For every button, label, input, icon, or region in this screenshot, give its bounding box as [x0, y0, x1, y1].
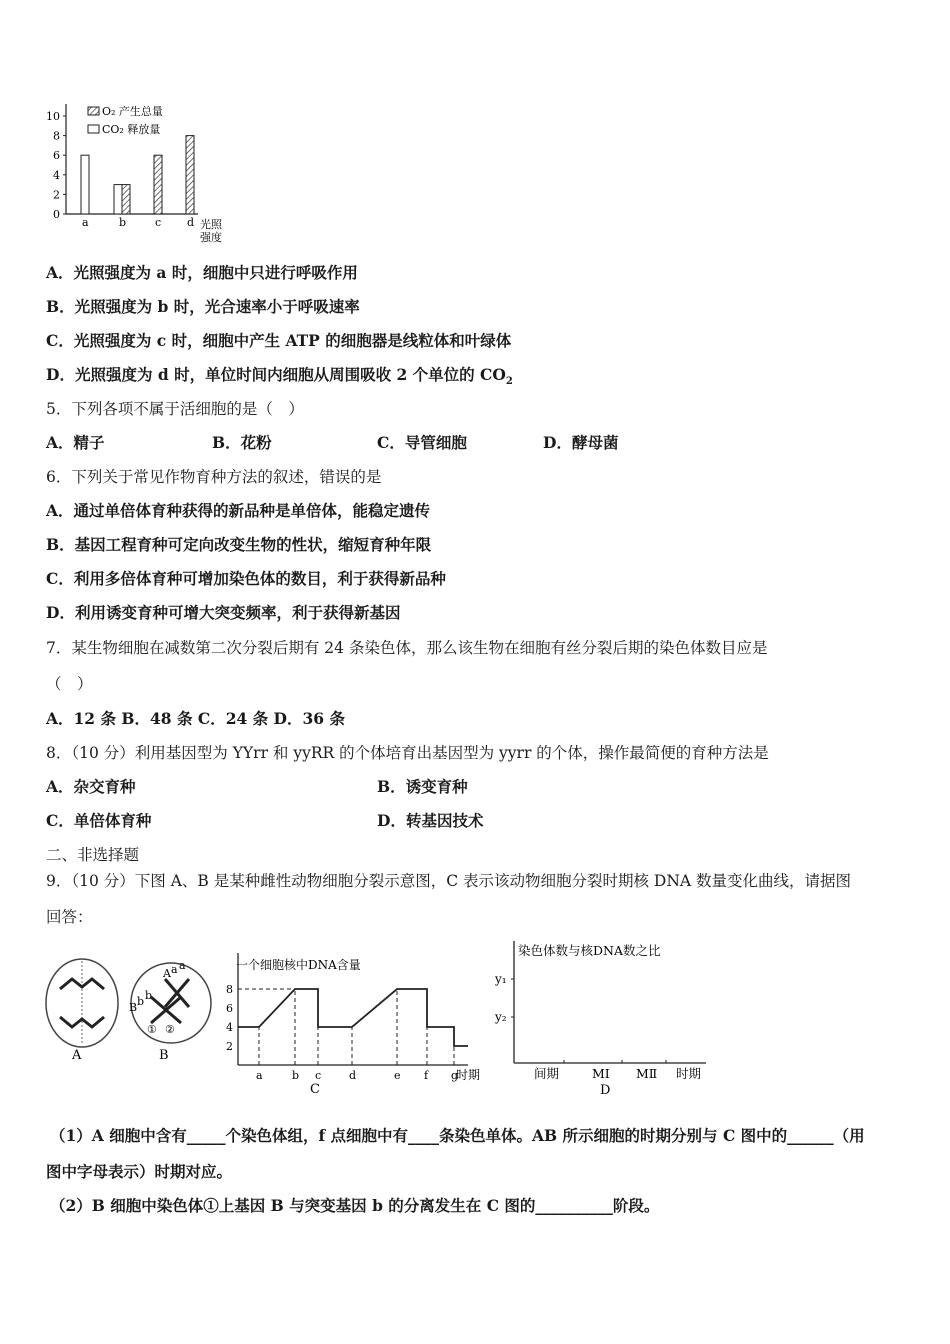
q5-option-a[interactable]: A．精子 — [46, 433, 105, 452]
q9-part1-line2: 图中字母表示）时期对应。 — [46, 1162, 233, 1181]
x-tick-label-d: d — [187, 216, 195, 229]
graph-d-y2: y₂ — [495, 1010, 507, 1024]
q6-option-b[interactable]: B．基因工程育种可定向改变生物的性状，缩短育种年限 — [46, 535, 432, 554]
graph-c-y-tick: 6 — [226, 1002, 233, 1015]
graph-c-plot — [226, 953, 468, 1082]
bar-chart — [40, 96, 240, 244]
q9-part2[interactable]: （2）B 细胞中染色体①上基因 B 与突变基因 b 的分离发生在 C 图的__________阶段。 — [50, 1196, 660, 1215]
cell-a-diagram — [42, 955, 122, 1065]
cell-b-diagram — [125, 955, 217, 1065]
q8-option-d[interactable]: D．转基因技术 — [377, 811, 484, 830]
cell-b-label: a — [179, 959, 186, 972]
q6-stem: 6．下列关于常见作物育种方法的叙述，错误的是 — [46, 468, 382, 486]
chart-x-ticks — [82, 216, 194, 229]
graph-c-curve — [238, 989, 468, 1046]
graph-c-x-tick-f: f — [424, 1069, 429, 1082]
cell-b-label: A — [163, 967, 171, 980]
x-tick-label-b: b — [119, 216, 127, 229]
q8-option-b[interactable]: B．诱变育种 — [377, 777, 468, 796]
fig-b-label: B — [159, 1048, 169, 1063]
graph-d-x-tick: MⅠ — [592, 1066, 610, 1081]
q7-stem: 7．某生物细胞在减数第二次分裂后期有 24 条染色体，那么该生物在细胞有丝分裂后期的染色体数目应是 — [46, 639, 768, 657]
q5-option-b[interactable]: B．花粉 — [212, 433, 272, 452]
q8-stem: 8．（10 分）利用基因型为 YYrr 和 yyRR 的个体培育出基因型为 yyrr 的个体，操作最简便的育种方法是 — [46, 744, 769, 762]
graph-c-y-tick: 4 — [226, 1021, 233, 1034]
graph-d-x-label: 时期 — [676, 1066, 702, 1081]
cell-b-label: a — [171, 963, 178, 976]
q5-option-d[interactable]: D．酵母菌 — [543, 433, 619, 452]
q9-stem-line2: 回答： — [46, 908, 93, 926]
cell-b-label: b — [145, 989, 153, 1002]
graph-d-title: 染色体数与核DNA数之比 — [518, 943, 661, 958]
bar-o2-d — [186, 136, 194, 214]
graph-d-plot — [511, 941, 706, 1081]
graph-c-x-label: 时期 — [456, 1068, 481, 1082]
q5-option-c[interactable]: C．导管细胞 — [377, 433, 467, 452]
y-tick-label: 2 — [53, 188, 60, 202]
legend-label-co2: CO₂ 释放量 — [102, 123, 161, 136]
y-tick-label: 0 — [53, 208, 60, 221]
graph-c-x-tick-b: b — [292, 1069, 300, 1082]
fig-a-label: A — [72, 1048, 82, 1063]
x-tick-label-c: c — [155, 216, 162, 229]
q4-option-d-text: D．光照强度为 d 时，单位时间内细胞从周围吸收 2 个单位的 CO — [46, 365, 506, 384]
fig-c-label: C — [310, 1082, 320, 1095]
x-tick-label-a: a — [82, 216, 89, 229]
q8-option-a[interactable]: A．杂交育种 — [46, 777, 136, 796]
q5-stem: 5．下列各项不属于活细胞的是（ ） — [46, 400, 304, 418]
dna-content-graph — [222, 945, 496, 1095]
q4-option-d[interactable] — [46, 363, 513, 387]
bar-co2-b — [114, 185, 122, 214]
chart-x-label-line1: 光照 — [200, 218, 222, 231]
fig-d-label: D — [600, 1083, 611, 1095]
graph-c-title: 一个细胞核中DNA含量 — [236, 958, 361, 972]
graph-c-x-tick-c: c — [315, 1069, 322, 1082]
q4-option-b[interactable]: B．光照强度为 b 时，光合速率小于呼吸速率 — [46, 297, 360, 316]
y-tick-label: 8 — [53, 129, 60, 143]
q6-option-c[interactable]: C．利用多倍体育种可增加染色体的数目，利于获得新品种 — [46, 569, 446, 588]
legend-label-o2: O₂ 产生总量 — [102, 105, 163, 118]
cell-b-label: ① — [147, 1023, 157, 1036]
bar-o2-b — [122, 185, 130, 214]
graph-d-y1: y₁ — [495, 972, 507, 986]
q9-stem-line1: 9．（10 分）下图 A、B 是某种雌性动物细胞分裂示意图，C 表示该动物细胞分裂时期核 DNA 数量变化曲线，请据图 — [46, 872, 852, 890]
section-heading: 二、非选择题 — [46, 846, 140, 864]
legend-swatch-o2 — [88, 107, 99, 115]
y-tick-label: 4 — [53, 168, 60, 182]
q4-option-a[interactable]: A．光照强度为 a 时，细胞中只进行呼吸作用 — [46, 263, 358, 282]
q6-option-a[interactable]: A．通过单倍体育种获得的新品种是单倍体，能稳定遗传 — [46, 501, 431, 520]
q4-option-c[interactable]: C．光照强度为 c 时，细胞中产生 ATP 的细胞器是线粒体和叶绿体 — [46, 331, 512, 350]
legend-swatch-co2 — [88, 125, 99, 133]
graph-c-x-tick-e: e — [394, 1069, 401, 1082]
bar-o2-c — [154, 155, 162, 214]
graph-c-x-tick-d: d — [349, 1069, 357, 1082]
cell-b-label: ② — [165, 1023, 175, 1036]
q8-option-c[interactable]: C．单倍体育种 — [46, 811, 152, 830]
graph-c-x-tick-a: a — [256, 1069, 263, 1082]
graph-d-x-tick: 间期 — [534, 1066, 560, 1081]
graph-c-x-tick-g: g — [451, 1069, 459, 1082]
chart-bars — [81, 136, 194, 214]
graph-c-y-tick: 2 — [226, 1040, 233, 1053]
bar-co2-a — [81, 155, 89, 214]
ratio-graph — [494, 935, 714, 1095]
chart-y-ticks — [46, 110, 66, 221]
cell-b-label: b — [137, 995, 145, 1008]
y-tick-label: 10 — [46, 110, 60, 123]
chart-legend — [88, 104, 163, 136]
chart-x-label-line2: 强度 — [200, 231, 222, 244]
q7-paren: （ ） — [46, 675, 93, 693]
q9-part1-line1[interactable]: （1）A 细胞中含有_____个染色体组，f 点细胞中有____条染色单体。AB 所示细胞的时期分别与 C 图中的______（用 — [50, 1126, 865, 1145]
graph-c-y-tick: 8 — [226, 983, 233, 996]
q7-options[interactable]: A．12 条 B．48 条 C．24 条 D．36 条 — [46, 709, 345, 728]
q4-option-d-sub: 2 — [505, 376, 513, 388]
cell-b-label: B — [129, 1001, 138, 1014]
graph-d-x-tick: MⅡ — [636, 1066, 658, 1081]
q6-option-d[interactable]: D．利用诱变育种可增大突变频率，利于获得新基因 — [46, 603, 401, 622]
y-tick-label: 6 — [53, 149, 60, 163]
